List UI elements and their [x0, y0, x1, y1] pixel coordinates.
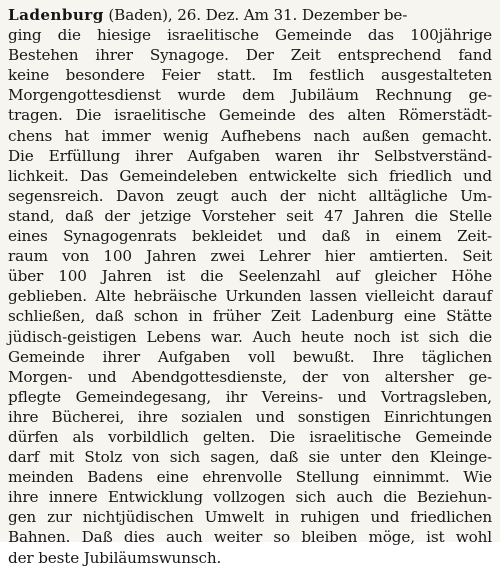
article-line: geblieben. Alte hebräische Urkunden lassen vielleicht darauf [8, 287, 492, 306]
article-line: Morgen- und Abendgottesdienste, der von altersher ge- [8, 367, 492, 386]
article-line: raum von 100 Jahren zwei Lehrer hier amtierten. Seit [8, 247, 492, 266]
article-line: darf mit Stolz von sich sagen, daß sie unter den Kleinge- [8, 448, 492, 467]
dateline-place: Ladenburg [8, 6, 104, 24]
article-line: pflegte Gemeindegesang, ihr Vereins- und Vortragsleben, [8, 387, 492, 406]
article-line-last: der beste Jubiläumswunsch. [8, 548, 222, 567]
article-line: Die Erfüllung ihrer Aufgaben waren ihr Selbstverständ- [8, 146, 492, 165]
article-line: dürfen als vorbildlich gelten. Die israelitische Gemeinde [8, 427, 492, 446]
article-first-line [8, 5, 492, 25]
article-line: lichkeit. Das Gemeindeleben entwickelte sich friedlich und [8, 166, 492, 185]
article-line: jüdisch-geistigen Lebens war. Auch heute noch ist sich die [8, 327, 492, 346]
article-line: ihre innere Entwicklung vollzogen sich auch die Beziehun- [8, 488, 492, 507]
dateline-rest: (Baden), 26. Dez. Am 31. Dezember be- [103, 6, 408, 24]
article-line: keine besondere Feier statt. Im festlich ausgestalteten [8, 66, 492, 85]
article-line: segensreich. Davon zeugt auch der nicht alltägliche Um- [8, 186, 492, 205]
article-line: Bestehen ihrer Synagoge. Der Zeit entsprechend fand [8, 46, 492, 65]
article-line: ging die hiesige israelitische Gemeinde das 100jährige [8, 26, 492, 45]
article-line: eines Synagogenrats bekleidet und daß in einem Zeit- [8, 227, 492, 246]
article-line: Gemeinde ihrer Aufgaben voll bewußt. Ihre täglichen [8, 347, 492, 366]
article-line: Bahnen. Daß dies auch weiter so bleiben möge, ist wohl [8, 528, 492, 547]
article-line: über 100 Jahren ist die Seelenzahl auf gleicher Höhe [8, 267, 492, 286]
article-line: ihre Bücherei, ihre sozialen und sonstigen Einrichtungen [8, 407, 492, 426]
article-line: gen zur nichtjüdischen Umwelt in ruhigen und friedlichen [8, 508, 492, 527]
article-line: schließen, daß schon in früher Zeit Ladenburg eine Stätte [8, 307, 492, 326]
article-body [8, 5, 492, 568]
article-line: meinden Badens eine ehrenvolle Stellung einnimmt. Wie [8, 468, 492, 487]
article-line: Morgengottesdienst wurde dem Jubiläum Rechnung ge- [8, 86, 492, 105]
article-line: chens hat immer wenig Aufhebens nach außen gemacht. [8, 126, 492, 145]
article-line: stand, daß der jetzige Vorsteher seit 47 Jahren die Stelle [8, 206, 492, 225]
article-line: tragen. Die israelitische Gemeinde des alten Römerstädt- [8, 106, 492, 125]
